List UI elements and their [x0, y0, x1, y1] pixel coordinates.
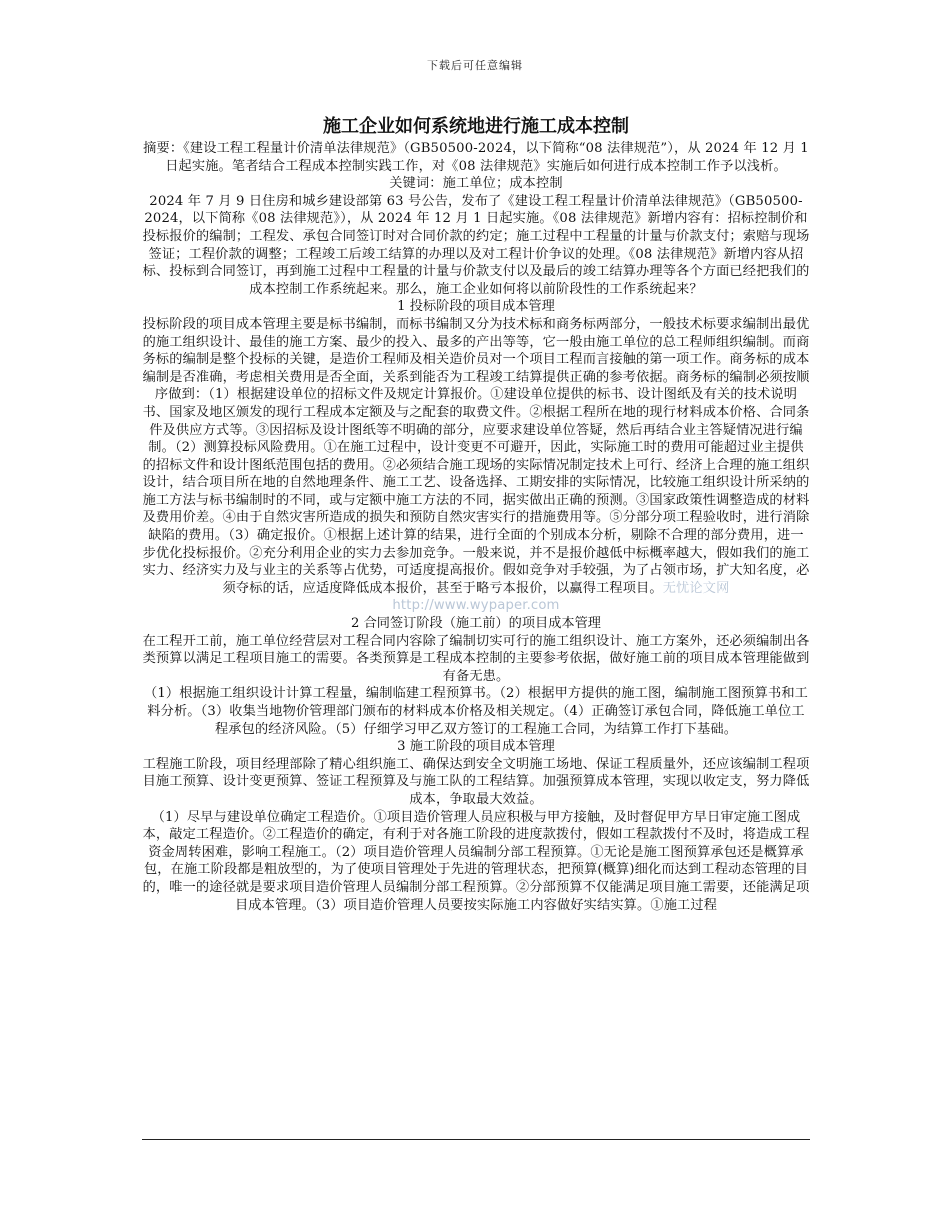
section-3-heading: 3 施工阶段的项目成本管理: [397, 739, 555, 755]
section-1-paragraph: [142, 316, 810, 615]
header-note: 下载后可任意编辑: [427, 59, 523, 72]
section-3-paragraph-2: （1）尽早与建设单位确定工程造价。①项目造价管理人员应积极与甲方接触，及时督促甲方早日审定施工图成本，敲定工程造价。②工程造价的确定，有利于对各施工阶段的进度款拨付，假如工程款拨付不及时，将造成工程资金周转困难，影响工程施工。（2）项目造价管理人员编制分部工程预算。①无论是施工图预算承包还是概算承包，在施工阶段都是粗放型的，为了使项目管理处于先进的管理状态，把预算(概算)细化而达到工程动态管理的目的，唯一的途径就是要求项目造价管理人员编制分部工程预算。②分部预算不仅能满足项目施工需要，还能满足项目成本管理。（3）项目造价管理人员要按实际施工内容做好实结实算。①施工过程: [142, 809, 810, 913]
section-2-heading: 2 合同签订阶段（施工前）的项目成本管理: [351, 616, 601, 632]
section-2-paragraph-2: （1）根据施工组织设计计算工程量，编制临建工程预算书。（2）根据甲方提供的施工图，编制施工图预算书和工料分析。（3）收集当地物价管理部门颁布的材料成本价格及相关规定。（4）正确签订承包合同，降低施工单位工程承包的经济风险。（5）仔细学习甲乙双方签订的工程施工合同，为结算工作打下基础。: [143, 686, 808, 737]
abstract: 摘要：《建设工程工程量计价清单法律规范》（GB50500-2024，以下简称“08 法律规范”），从 2024 年 12 月 1 日起实施。笔者结合工程成本控制实践工作，对《08 法律规范》实施后如何进行成本控制工作予以浅析。: [143, 141, 809, 174]
intro-paragraph: 2024 年 7 月 9 日住房和城乡建设部第 63 号公告，发布了《建设工程工程量计价清单法律规范》（GB50500-2024，以下简称《08 法律规范》），从 2024 年 12 月 1 日起实施。《08 法律规范》新增内容有：招标控制价和投标报价的编制；工程发、承包合同签订时对合同价款的约定；施工过程中工程量的计量与价款支付；索赔与现场签证；工程价款的调整；工程竣工后竣工结算的办理以及对工程计价争议的处理。《08 法律规范》新增内容从招标、投标到合同签订，再到施工过程中工程量的计量与价款支付以及最后的竣工结算办理等各个方面已经把我们的成本控制工作系统起来。那么，施工企业如何将以前阶段性的工作系统起来？: [142, 193, 810, 297]
section-1-heading: 1 投标阶段的项目成本管理: [397, 299, 555, 315]
watermark: 无忧论文网 http://www.wypaper.com: [392, 580, 730, 614]
keywords: 关键词：施工单位；成本控制: [389, 176, 563, 192]
section-1-body: 投标阶段的项目成本管理主要是标书编制，而标书编制又分为技术标和商务标两部分，一般技术标要求编制出最优的施工组织设计、最佳的施工方案、最少的投入、最多的产出等等，它一般由施工单位的总工程师组织编制。而商务标的编制是整个投标的关键，是造价工程师及相关造价员对一个项目工程而言接触的第一项工作。商务标的成本编制是否准确，考虑相关费用是否全面，关系到能否为工程竣工结算提供正确的参考依据。商务标的编制必须按顺序做到：（1）根据建设单位的招标文件及规定计算报价。①建设单位提供的标书、设计图纸及有关的技术说明书、国家及地区颁发的现行工程成本定额及与之配套的取费文件。②根据工程所在地的现行材料成本价格、合同条件及供应方式等。③因招标及设计图纸等不明确的部分，应要求建设单位答疑，然后再结合业主答疑情况进行编制。（2）测算投标风险费用。①在施工过程中，设计变更不可避开，因此，实际施工时的费用可能超过业主提供的招标文件和设计图纸范围包括的费用。②必须结合施工现场的实际情况制定技术上可行、经济上合理的施工组织设计，结合项目所在地的自然地理条件、施工工艺、设备选择、工期安排的实际情况，比较施工组织设计所采纳的施工方法与标书编制时的不同，或与定额中施工方法的不同，据实做出正确的预测。③国家政策性调整造成的材料及费用价差。④由于自然灾害所造成的损失和预防自然灾害实行的措施费用等。⑤分部分项工程验收时，进行消除缺陷的费用。（3）确定报价。①根据上述计算的结果，进行全面的个别成本分析，剔除不合理的部分费用，进一步优化投标报价。②充分利用企业的实力去参加竞争。一般来说，并不是报价越低中标概率越大，假如我们的施工实力、经济实力及与业主的关系等占优势，可适度提高报价。假如竞争对手较强，为了占领市场，扩大知名度，必须夺标的话，应适度降低成本报价，甚至于略亏本报价，以赢得工程项目。: [142, 316, 810, 596]
section-3-paragraph-1: 工程施工阶段，项目经理部除了精心组织施工、确保达到安全文明施工场地、保证工程质量外，还应该编制工程项目施工预算、设计变更预算、签证工程预算及与施工队的工程结算。加强预算成本管理，实现以收定支，努力降低成本，争取最大效益。: [142, 756, 810, 807]
section-2-paragraph-1: 在工程开工前，施工单位经营层对工程合同内容除了编制切实可行的施工组织设计、施工方案外，还必须编制出各类预算以满足工程项目施工的需要。各类预算是工程成本控制的主要参考依据，做好施工前的项目成本管理能做到有备无患。: [142, 633, 810, 684]
bottom-rule: [142, 1139, 810, 1140]
document-body: [142, 114, 810, 914]
page-title: 施工企业如何系统地进行施工成本控制: [323, 116, 629, 137]
